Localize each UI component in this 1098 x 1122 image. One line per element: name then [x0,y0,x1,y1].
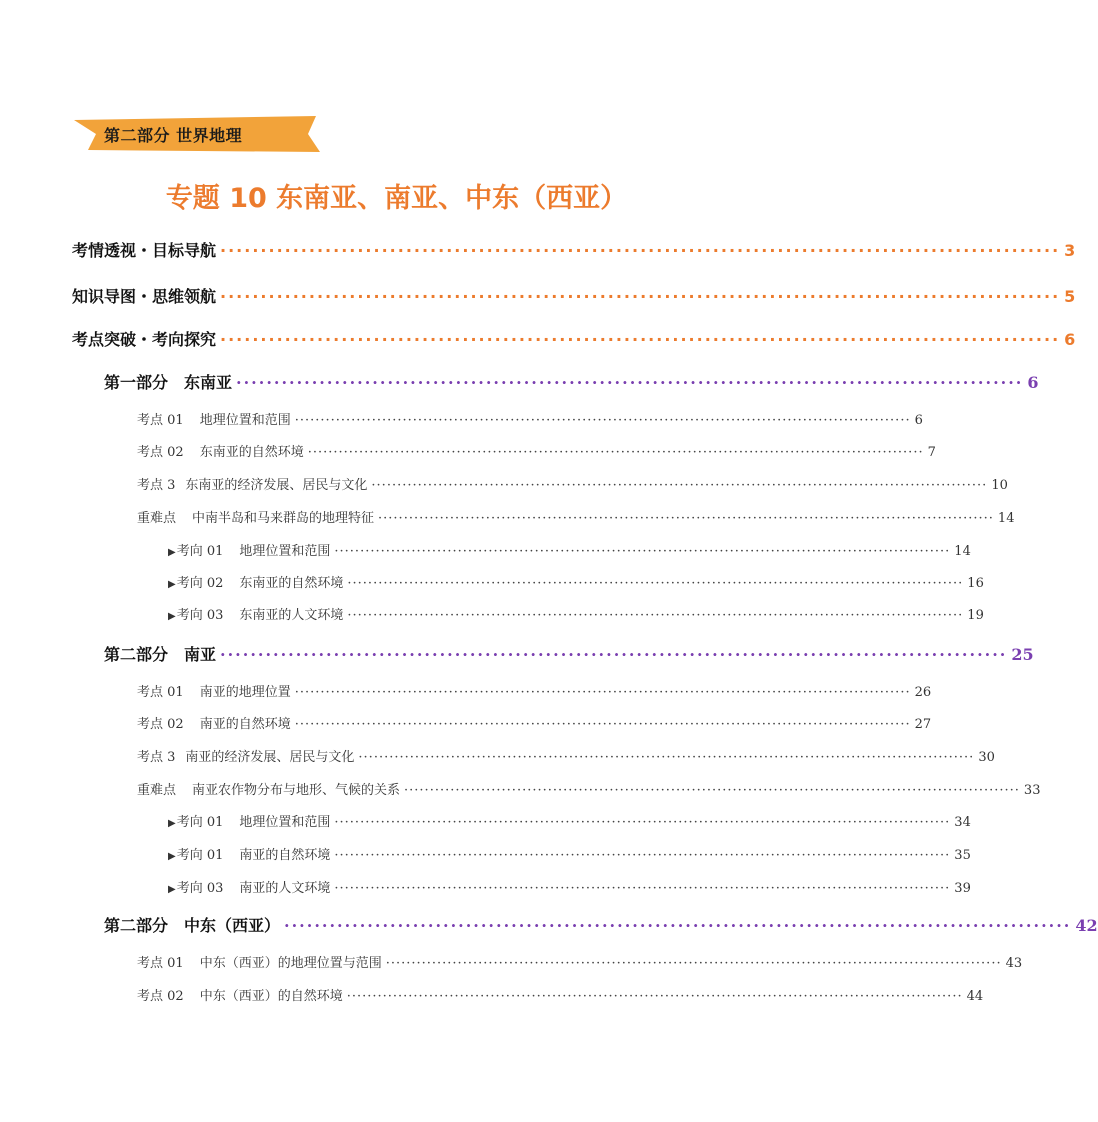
toc-entry[interactable] [137,952,1023,971]
toc-entry-prefix: 考点 02 [137,989,184,1004]
toc-part-entry[interactable] [104,642,1034,665]
toc-entry-label: 南亚的地理位置 [199,685,291,700]
toc-entry-page: 42 [1075,916,1098,935]
toc-entry-prefix: 考点 01 [137,685,184,700]
toc-entry[interactable] [168,540,971,559]
triangle-right-icon: ▶ [168,818,176,829]
toc-entry-prefix: 考点 01 [137,956,184,971]
toc-leader-dots: ········································································································ [220,330,1061,349]
toc-entry-prefix: 考点 3 [137,750,176,765]
toc-entry-label: 地理位置和范围 [199,413,291,428]
toc-entry-page: 44 [966,989,984,1004]
toc-entry[interactable] [72,284,1076,307]
toc-entry-prefix: 考向 03 [176,608,224,623]
toc-entry-prefix: 重难点 [137,511,177,526]
toc-entry-page: 19 [967,608,984,623]
toc-leader-dots: ························································································································ [346,989,963,1004]
toc-entry-page: 6 [1064,330,1076,349]
toc-entry-prefix: 考向 01 [176,815,224,830]
toc-leader-dots: ························································································································ [294,685,911,700]
toc-entry-label: 知识导图・思维领航 [72,287,217,306]
toc-leader-dots: ························································································································ [378,511,994,526]
toc-entry-label: 考情透视・目标导航 [72,241,217,260]
toc-entry-page: 35 [954,848,971,863]
toc-entry[interactable] [137,713,932,732]
toc-part-prefix: 第二部分 [104,916,169,935]
toc-entry-page: 6 [914,413,923,428]
toc-leader-dots: ························································································································ [347,608,964,623]
toc-entry[interactable] [168,811,971,830]
toc-part-prefix: 第二部分 [104,645,169,664]
toc-entry-page: 25 [1011,645,1034,664]
toc-leader-dots: ························································································································ [334,881,951,896]
toc-entry-label: 地理位置和范围 [239,815,331,830]
toc-entry-page: 39 [954,881,971,896]
toc-entry-label: 地理位置和范围 [239,544,331,559]
toc-leader-dots: ········································································································ [220,645,1008,664]
toc-entry-page: 5 [1064,287,1076,306]
toc-entry-label: 考点突破・考向探究 [72,330,217,349]
toc-entry-label: 南亚的自然环境 [239,848,331,863]
toc-leader-dots: ········································································································ [284,916,1072,935]
toc-entry[interactable] [137,681,932,700]
toc-leader-dots: ························································································································ [294,717,911,732]
toc-entry-label: 南亚的经济发展、居民与文化 [185,750,355,765]
toc-entry[interactable] [168,844,971,863]
toc-entry-label: 东南亚的人文环境 [239,608,344,623]
toc-entry-prefix: 考向 01 [176,544,224,559]
toc-leader-dots: ························································································································ [358,750,975,765]
toc-leader-dots: ························································································································ [334,815,951,830]
toc-part-entry[interactable] [104,370,1039,393]
triangle-right-icon: ▶ [168,579,176,590]
toc-entry[interactable] [137,441,936,460]
toc-entry[interactable] [168,572,984,591]
toc-leader-dots: ························································································································ [307,445,924,460]
toc-entry[interactable] [137,985,984,1004]
toc-entry-label: 南亚的自然环境 [199,717,291,732]
banner-label: 第二部分 世界地理 [104,126,243,145]
toc-entry-label: 中东（西亚） [184,916,281,935]
toc-entry[interactable] [72,238,1076,261]
toc-part-entry[interactable] [104,913,1098,936]
toc-entry-page: 33 [1023,783,1041,798]
toc-part-prefix: 第一部分 [104,373,169,392]
toc-entry-page: 3 [1064,241,1076,260]
toc-entry-page: 43 [1005,956,1023,971]
toc-entry-prefix: 考点 01 [137,413,184,428]
toc-entry-prefix: 重难点 [137,783,177,798]
toc-entry-label: 南亚农作物分布与地形、气候的关系 [192,783,401,798]
toc-leader-dots: ························································································································ [334,544,951,559]
toc-leader-dots: ························································································································ [347,576,964,591]
toc-entry-prefix: 考向 02 [176,576,224,591]
toc-entry-label: 东南亚的自然环境 [239,576,344,591]
section-banner [74,114,322,154]
toc-entry-page: 6 [1027,373,1039,392]
toc-entry[interactable] [137,779,1041,798]
toc-entry-page: 27 [914,717,932,732]
toc-entry-label: 东南亚 [184,373,233,392]
triangle-right-icon: ▶ [168,884,176,895]
triangle-right-icon: ▶ [168,547,176,558]
page-title: 专题 10 东南亚、南亚、中东（西亚） [165,183,628,214]
toc-entry-prefix: 考向 03 [176,881,224,896]
toc-leader-dots: ········································································································ [220,287,1061,306]
toc-leader-dots: ········································································································ [220,241,1061,260]
toc-entry-page: 34 [954,815,971,830]
toc-leader-dots: ························································································································ [404,783,1020,798]
toc-entry-page: 30 [978,750,995,765]
toc-entry-prefix: 考点 02 [137,717,184,732]
toc-entry-page: 16 [967,576,984,591]
toc-entry-page: 10 [991,478,1008,493]
toc-entry-page: 14 [954,544,971,559]
toc-entry[interactable] [137,746,995,765]
toc-entry[interactable] [168,877,971,896]
toc-entry-prefix: 考向 01 [176,848,224,863]
triangle-right-icon: ▶ [168,611,176,622]
toc-entry-page: 14 [997,511,1015,526]
toc-entry-prefix: 考点 02 [137,445,184,460]
toc-leader-dots: ························································································································ [371,478,988,493]
toc-entry[interactable] [137,507,1015,526]
toc-leader-dots: ························································································································ [385,956,1002,971]
toc-entry-label: 中东（西亚）的自然环境 [199,989,343,1004]
toc-entry-label: 东南亚的自然环境 [199,445,304,460]
toc-entry[interactable] [137,409,923,428]
triangle-right-icon: ▶ [168,851,176,862]
toc-entry-label: 南亚 [184,645,217,664]
toc-entry-page: 26 [914,685,932,700]
toc-leader-dots: ························································································································ [334,848,951,863]
toc-leader-dots: ········································································································ [236,373,1024,392]
toc-entry-label: 东南亚的经济发展、居民与文化 [185,478,368,493]
toc-entry[interactable] [72,327,1076,350]
toc-entry[interactable] [168,604,984,623]
toc-leader-dots: ························································································································ [294,413,911,428]
toc-entry[interactable] [137,474,1008,493]
toc-entry-label: 南亚的人文环境 [239,881,331,896]
toc-entry-page: 7 [927,445,936,460]
toc-entry-label: 中东（西亚）的地理位置与范围 [199,956,382,971]
toc-entry-label: 中南半岛和马来群岛的地理特征 [192,511,375,526]
toc-entry-prefix: 考点 3 [137,478,176,493]
